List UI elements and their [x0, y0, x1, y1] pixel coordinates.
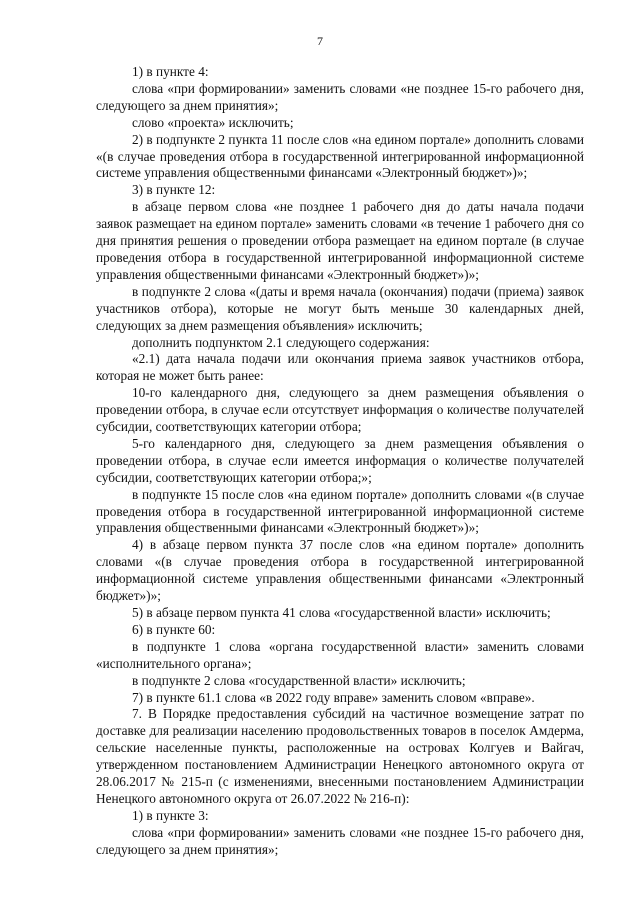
- paragraph-4: 2) в подпункте 2 пункта 11 после слов «на едином портале» дополнить словами «(в случае проведения отбора в государственной интегрированной информационной системе управления общественными финансами «Электронный бюджет»)»;: [96, 131, 584, 181]
- paragraph-7: в подпункте 2 слова «(даты и время начала (окончания) подачи (приема) заявок участников отбора), которые не могут быть меньше 30 календарных дней, следующих за днем размещения объявления» исключить;: [96, 283, 584, 333]
- paragraph-9: «2.1) дата начала подачи или окончания приема заявок участников отбора, которая не может быть ранее:: [96, 351, 584, 384]
- paragraph-21: слова «при формировании» заменить словами «не позднее 15-го рабочего дня, следующего за днем принятия»;: [96, 824, 584, 857]
- paragraph-6: в абзаце первом слова «не позднее 1 рабочего дня до даты начала подачи заявок размещает на едином портале» заменить словами «в течение 1 рабочего дня со дня принятия решения о проведении отбора размещает на едином портале (в случае проведения отбора в государственной интегрированной информационной системе управления общественными финансами «Электронный бюджет»)»;: [96, 199, 584, 282]
- paragraph-16: в подпункте 1 слова «органа государственной власти» заменить словами «исполнительного органа»;: [96, 638, 584, 671]
- paragraph-5: 3) в пункте 12:: [132, 182, 216, 198]
- paragraph-14: 5) в абзаце первом пункта 41 слова «государственной власти» исключить;: [132, 605, 551, 620]
- paragraph-11: 5-го календарного дня, следующего за днем размещения объявления о проведении отбора, в случае если имеется информация о количестве получателей субсидии, соответствующих категории отбора;»;: [96, 435, 584, 485]
- paragraph-18: 7) в пункте 61.1 слова «в 2022 году вправе» заменить словом «вправе».: [132, 689, 535, 705]
- paragraph-13: 4) в абзаце первом пункта 37 после слов «на едином портале» дополнить словами «(в случае проведения отбора в государственной интегрированной информационной системе управления общественными финансами «Электронный бюджет»)»;: [96, 537, 584, 604]
- paragraph-19: 7. В Порядке предоставления субсидий на частичное возмещение затрат по доставке для реализации населению продовольственных товаров в поселок Амдерма, сельские населенные пункты, расположенные на островах Колгуев и Вайгач, утвержденном постановлением Администрации Ненецкого автономного округа от 28.06.2017 № 215-п (с изменениями, внесенными постановлением Администрации Ненецкого автономного округа от 26.07.2022 № 216-п):: [96, 706, 584, 806]
- document-body: [96, 64, 584, 859]
- paragraph-10: 10-го календарного дня, следующего за днем размещения объявления о проведении отбора, в случае если отсутствует информация о количестве получателей субсидии, соответствующих категории отбора;: [96, 385, 584, 435]
- paragraph-2: слова «при формировании» заменить словами «не позднее 15-го рабочего дня, следующего за днем принятия»;: [96, 80, 584, 113]
- page-number: 7: [317, 34, 323, 48]
- paragraph-1: 1) в пункте 4:: [132, 64, 209, 79]
- paragraph-8: дополнить подпунктом 2.1 следующего содержания:: [132, 334, 430, 350]
- paragraph-20: 1) в пункте 3:: [132, 807, 209, 823]
- paragraph-3: слово «проекта» исключить;: [132, 114, 294, 130]
- paragraph-17: в подпункте 2 слова «государственной власти» исключить;: [132, 672, 466, 688]
- paragraph-12: в подпункте 15 после слов «на едином портале» дополнить словами «(в случае проведения отбора в государственной интегрированной информационной системе управления общественными финансами «Электронный бюджет»)»;: [96, 486, 584, 536]
- paragraph-15: 6) в пункте 60:: [132, 621, 216, 637]
